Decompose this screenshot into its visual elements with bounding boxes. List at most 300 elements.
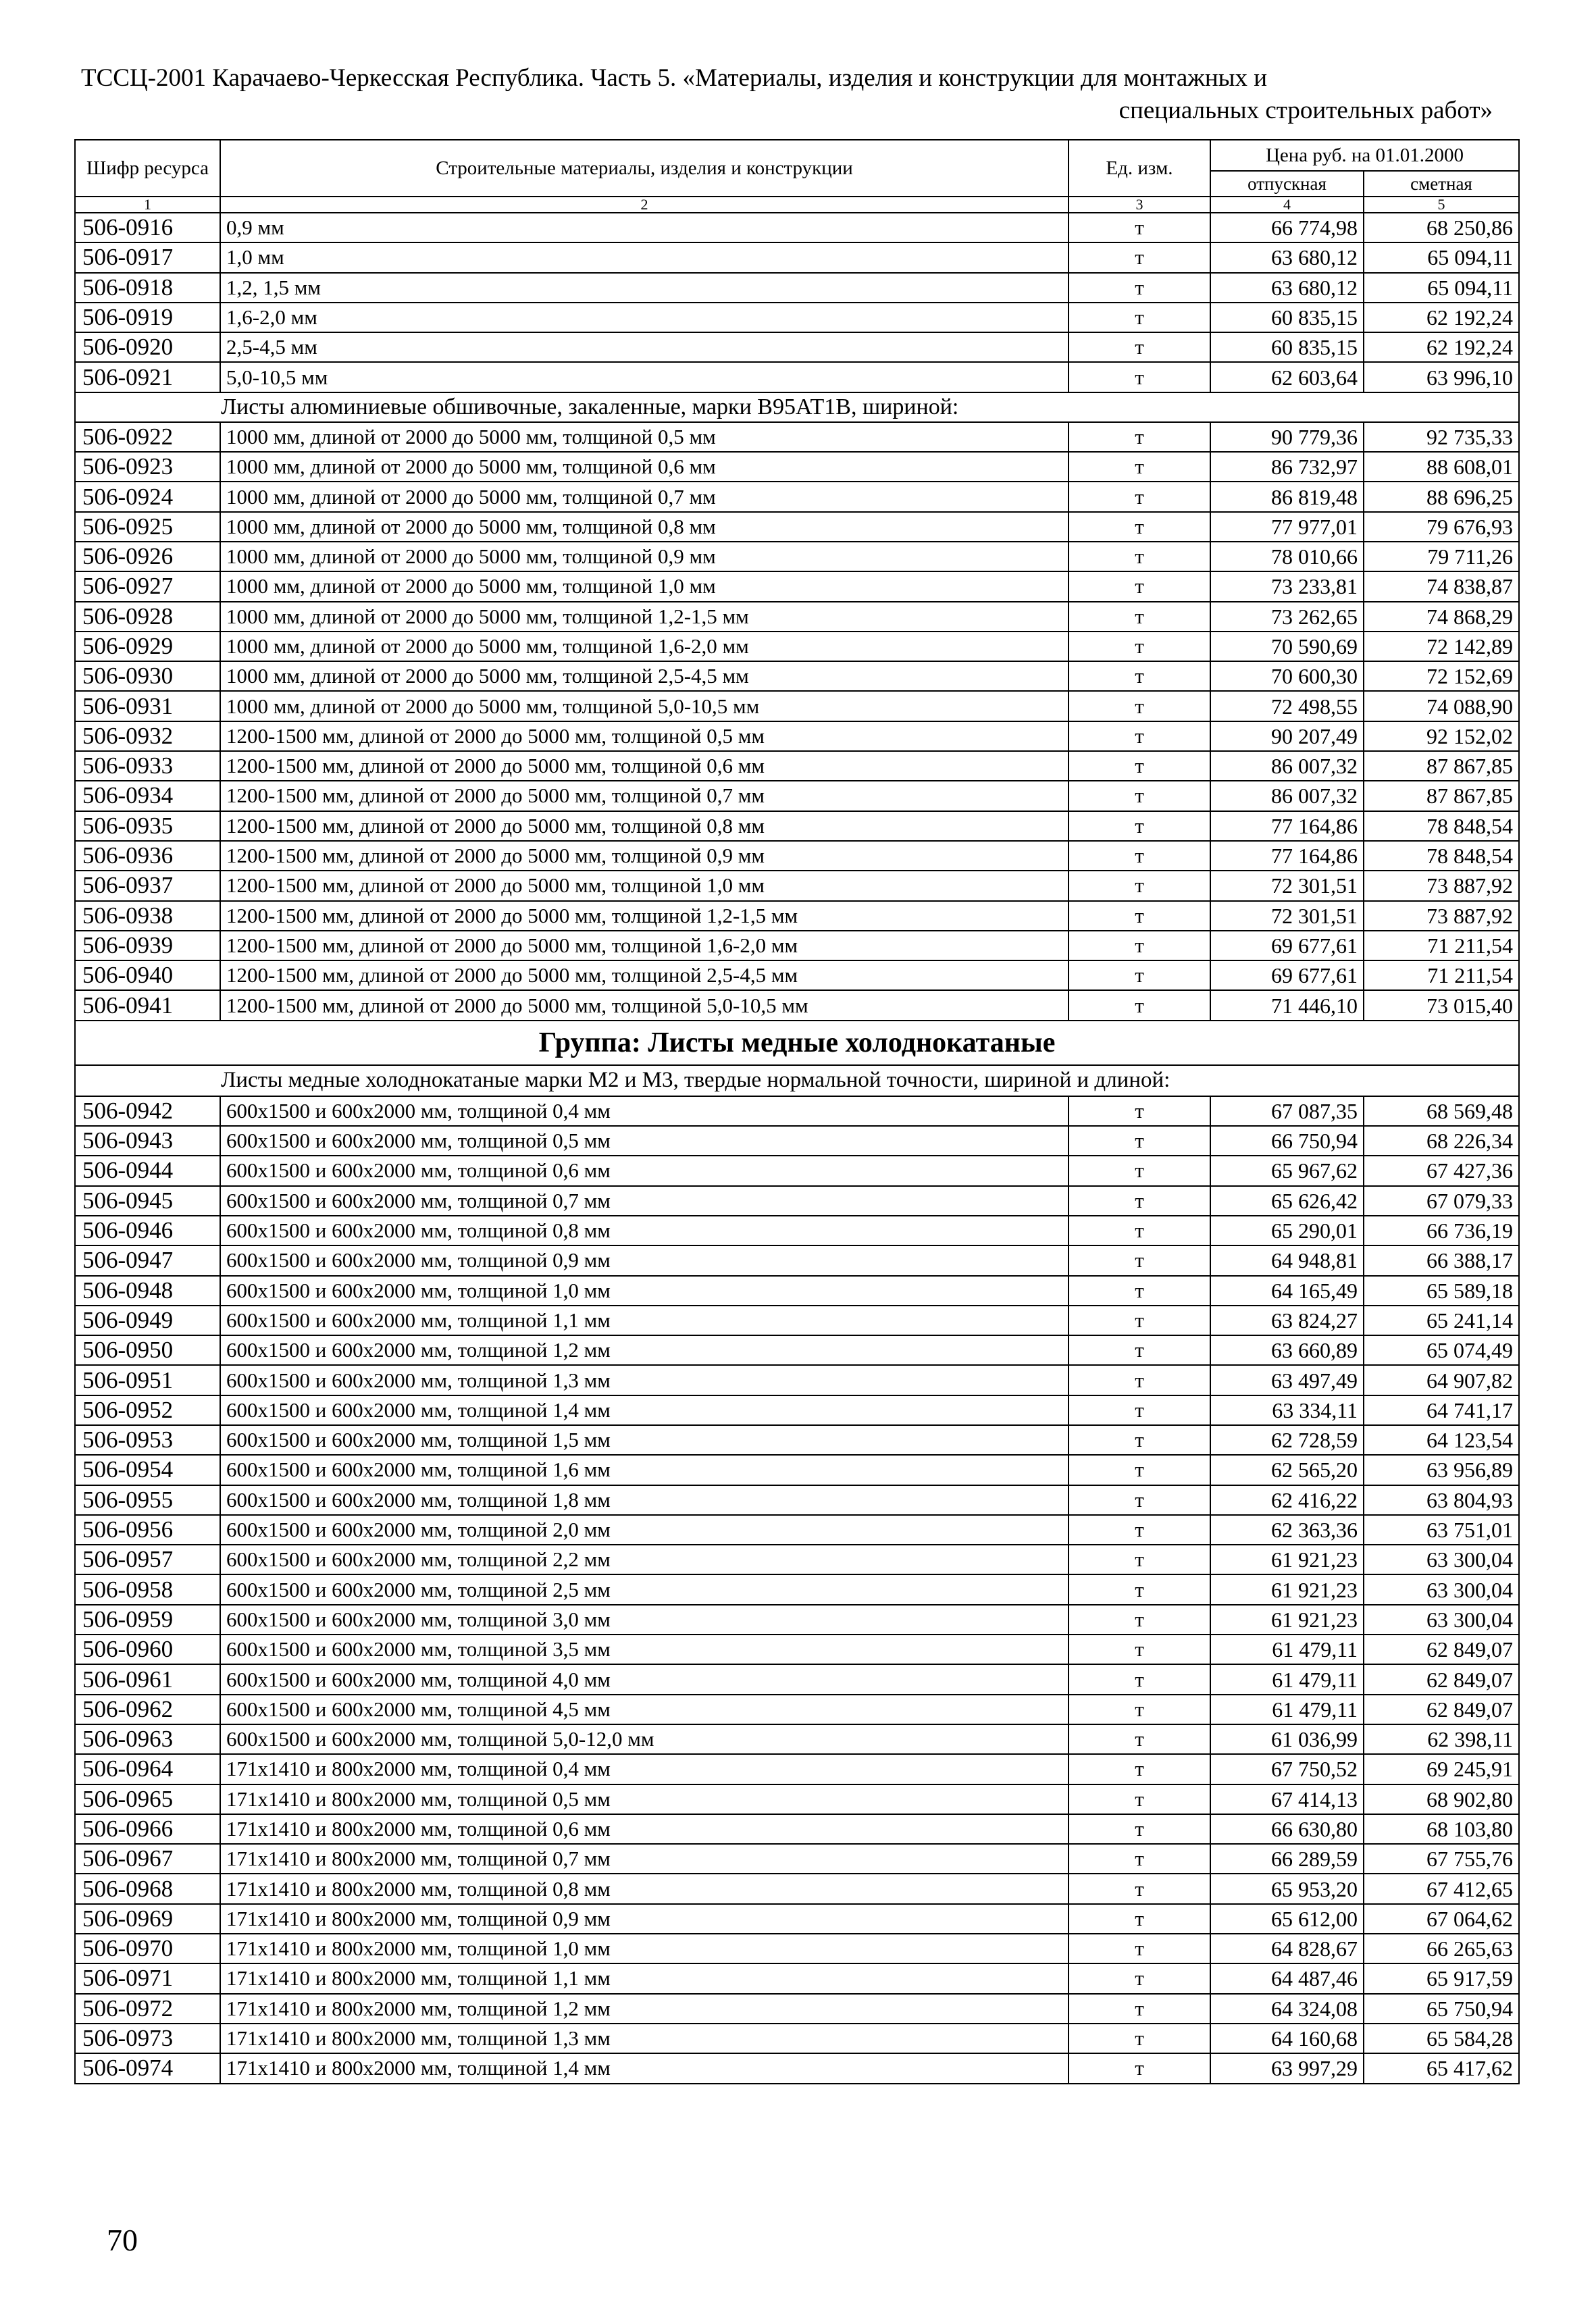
price-release: 60 835,15 [1210, 303, 1364, 332]
resource-code: 506-0921 [75, 362, 220, 392]
resource-code: 506-0934 [75, 781, 220, 811]
price-release: 62 416,22 [1210, 1485, 1364, 1515]
material-name: 600х1500 и 600х2000 мм, толщиной 3,5 мм [220, 1635, 1069, 1664]
price-estimate: 63 751,01 [1364, 1515, 1519, 1545]
unit-cell: т [1069, 303, 1210, 332]
resource-code: 506-0959 [75, 1605, 220, 1635]
price-estimate: 74 088,90 [1364, 691, 1519, 721]
price-estimate: 65 074,49 [1364, 1335, 1519, 1365]
price-release: 73 233,81 [1210, 571, 1364, 601]
price-release: 65 612,00 [1210, 1904, 1364, 1934]
table-row [75, 1784, 1519, 1814]
material-name: 5,0-10,5 мм [220, 362, 1069, 392]
price-estimate: 71 211,54 [1364, 960, 1519, 990]
price-estimate: 62 192,24 [1364, 303, 1519, 332]
price-release: 72 301,51 [1210, 901, 1364, 931]
price-release: 65 626,42 [1210, 1186, 1364, 1216]
table-row [75, 721, 1519, 751]
price-estimate: 65 589,18 [1364, 1276, 1519, 1306]
group-body [75, 1021, 1519, 1096]
resource-code: 506-0973 [75, 2024, 220, 2053]
col-header-price: Цена руб. на 01.01.2000 [1210, 140, 1519, 171]
price-estimate: 72 152,69 [1364, 661, 1519, 691]
price-release: 63 997,29 [1210, 2053, 1364, 2083]
unit-cell: т [1069, 1545, 1210, 1574]
col-header-name: Строительные материалы, изделия и конструкции [220, 140, 1069, 197]
material-name: 600х1500 и 600х2000 мм, толщиной 2,0 мм [220, 1515, 1069, 1545]
resource-code: 506-0925 [75, 512, 220, 542]
price-release: 73 262,65 [1210, 602, 1364, 632]
price-release: 64 160,68 [1210, 2024, 1364, 2053]
price-estimate: 63 300,04 [1364, 1605, 1519, 1635]
header-line-2: специальных строительных работ» [1118, 97, 1493, 124]
unit-cell: т [1069, 811, 1210, 841]
price-release: 64 828,67 [1210, 1934, 1364, 1963]
table-row [75, 931, 1519, 960]
price-estimate: 67 079,33 [1364, 1186, 1519, 1216]
resource-code: 506-0936 [75, 841, 220, 871]
unit-cell: т [1069, 2024, 1210, 2053]
table-row [75, 1724, 1519, 1754]
unit-cell: т [1069, 1754, 1210, 1784]
unit-cell: т [1069, 242, 1210, 272]
table-row [75, 1096, 1519, 1126]
unit-cell: т [1069, 871, 1210, 900]
price-release: 78 010,66 [1210, 542, 1364, 571]
table-row [75, 811, 1519, 841]
table-row [75, 1814, 1519, 1844]
resource-code: 506-0963 [75, 1724, 220, 1754]
unit-cell: т [1069, 1126, 1210, 1156]
price-release: 86 007,32 [1210, 751, 1364, 781]
material-name: 600х1500 и 600х2000 мм, толщиной 1,4 мм [220, 1395, 1069, 1425]
unit-cell: т [1069, 1904, 1210, 1934]
material-name: 1000 мм, длиной от 2000 до 5000 мм, толщиной 0,9 мм [220, 542, 1069, 571]
table-row [75, 571, 1519, 601]
price-estimate: 63 996,10 [1364, 362, 1519, 392]
unit-cell: т [1069, 960, 1210, 990]
material-name: 171х1410 и 800х2000 мм, толщиной 0,8 мм [220, 1874, 1069, 1903]
col-num: 3 [1069, 197, 1210, 213]
header-line-1: ТССЦ-2001 Карачаево-Черкесская Республика. Часть 5. «Материалы, изделия и конструкции для монтажных и [81, 64, 1268, 92]
price-estimate: 69 245,91 [1364, 1754, 1519, 1784]
unit-cell: т [1069, 1186, 1210, 1216]
unit-cell: т [1069, 1994, 1210, 2024]
price-release: 64 324,08 [1210, 1994, 1364, 2024]
unit-cell: т [1069, 1724, 1210, 1754]
section-1-body [75, 213, 1519, 392]
unit-cell: т [1069, 273, 1210, 303]
table-row [75, 213, 1519, 242]
material-name: 600х1500 и 600х2000 мм, толщиной 0,6 мм [220, 1156, 1069, 1185]
unit-cell: т [1069, 632, 1210, 661]
resource-code: 506-0944 [75, 1156, 220, 1185]
price-estimate: 65 094,11 [1364, 242, 1519, 272]
unit-cell: т [1069, 1934, 1210, 1963]
table-row [75, 1934, 1519, 1963]
material-name: 600х1500 и 600х2000 мм, толщиной 0,7 мм [220, 1186, 1069, 1216]
material-name: 600х1500 и 600х2000 мм, толщиной 0,5 мм [220, 1126, 1069, 1156]
resource-code: 506-0940 [75, 960, 220, 990]
resource-code: 506-0950 [75, 1335, 220, 1365]
table-row [75, 602, 1519, 632]
col-header-unit: Ед. изм. [1069, 140, 1210, 197]
table-row [75, 2053, 1519, 2083]
price-release: 63 660,89 [1210, 1335, 1364, 1365]
table-row [75, 960, 1519, 990]
unit-cell: т [1069, 571, 1210, 601]
price-estimate: 62 849,07 [1364, 1664, 1519, 1694]
unit-cell: т [1069, 901, 1210, 931]
resource-code: 506-0960 [75, 1635, 220, 1664]
price-release: 90 779,36 [1210, 422, 1364, 452]
unit-cell: т [1069, 1156, 1210, 1185]
resource-code: 506-0918 [75, 273, 220, 303]
unit-cell: т [1069, 1216, 1210, 1245]
price-release: 66 289,59 [1210, 1844, 1364, 1874]
resource-code: 506-0929 [75, 632, 220, 661]
material-name: 1200-1500 мм, длиной от 2000 до 5000 мм, толщиной 1,6-2,0 мм [220, 931, 1069, 960]
resource-code: 506-0933 [75, 751, 220, 781]
resource-code: 506-0951 [75, 1365, 220, 1395]
table-row [75, 273, 1519, 303]
table-row [75, 1874, 1519, 1903]
price-estimate: 67 412,65 [1364, 1874, 1519, 1903]
unit-cell: т [1069, 1335, 1210, 1365]
price-estimate: 64 907,82 [1364, 1365, 1519, 1395]
table-row [75, 1605, 1519, 1635]
material-name: 600х1500 и 600х2000 мм, толщиной 4,0 мм [220, 1664, 1069, 1694]
price-release: 72 498,55 [1210, 691, 1364, 721]
resource-code: 506-0953 [75, 1425, 220, 1455]
resource-code: 506-0920 [75, 332, 220, 362]
price-estimate: 66 736,19 [1364, 1216, 1519, 1245]
table-row [75, 362, 1519, 392]
price-estimate: 63 300,04 [1364, 1574, 1519, 1604]
table-row [75, 1306, 1519, 1335]
table-row [75, 1844, 1519, 1874]
unit-cell: т [1069, 1306, 1210, 1335]
price-release: 63 680,12 [1210, 273, 1364, 303]
price-release: 66 774,98 [1210, 213, 1364, 242]
material-name: 600х1500 и 600х2000 мм, толщиной 1,8 мм [220, 1485, 1069, 1515]
material-name: 1200-1500 мм, длиной от 2000 до 5000 мм, толщиной 1,0 мм [220, 871, 1069, 900]
price-release: 65 967,62 [1210, 1156, 1364, 1185]
price-estimate: 65 917,59 [1364, 1963, 1519, 1993]
price-release: 77 164,86 [1210, 811, 1364, 841]
price-estimate: 67 064,62 [1364, 1904, 1519, 1934]
material-name: 600х1500 и 600х2000 мм, толщиной 1,2 мм [220, 1335, 1069, 1365]
table-row [75, 1485, 1519, 1515]
resource-code: 506-0916 [75, 213, 220, 242]
table-row [75, 632, 1519, 661]
unit-cell: т [1069, 691, 1210, 721]
price-estimate: 66 388,17 [1364, 1245, 1519, 1275]
material-name: 1000 мм, длиной от 2000 до 5000 мм, толщиной 1,6-2,0 мм [220, 632, 1069, 661]
resource-code: 506-0932 [75, 721, 220, 751]
resource-code: 506-0961 [75, 1664, 220, 1694]
price-release: 66 630,80 [1210, 1814, 1364, 1844]
price-estimate: 63 956,89 [1364, 1455, 1519, 1485]
material-name: 1000 мм, длиной от 2000 до 5000 мм, толщиной 0,8 мм [220, 512, 1069, 542]
resource-code: 506-0949 [75, 1306, 220, 1335]
unit-cell: т [1069, 1635, 1210, 1664]
material-name: 171х1410 и 800х2000 мм, толщиной 0,5 мм [220, 1784, 1069, 1814]
page-header [81, 62, 1493, 127]
material-name: 600х1500 и 600х2000 мм, толщиной 3,0 мм [220, 1605, 1069, 1635]
price-estimate: 68 103,80 [1364, 1814, 1519, 1844]
unit-cell: т [1069, 2053, 1210, 2083]
unit-cell: т [1069, 721, 1210, 751]
price-estimate: 62 849,07 [1364, 1635, 1519, 1664]
material-name: 600х1500 и 600х2000 мм, толщиной 0,8 мм [220, 1216, 1069, 1245]
table-row [75, 751, 1519, 781]
resource-code: 506-0952 [75, 1395, 220, 1425]
table-row [75, 1635, 1519, 1664]
price-estimate: 78 848,54 [1364, 811, 1519, 841]
price-estimate: 64 741,17 [1364, 1395, 1519, 1425]
table-row [75, 422, 1519, 452]
resource-code: 506-0917 [75, 242, 220, 272]
unit-cell: т [1069, 1485, 1210, 1515]
table-row [75, 1695, 1519, 1724]
resource-code: 506-0954 [75, 1455, 220, 1485]
table-row [75, 512, 1519, 542]
price-estimate: 68 250,86 [1364, 213, 1519, 242]
price-release: 67 087,35 [1210, 1096, 1364, 1126]
page-number: 70 [107, 2223, 138, 2257]
col-header-code: Шифр ресурса [75, 140, 220, 197]
column-number-row [75, 197, 1519, 213]
price-release: 64 487,46 [1210, 1963, 1364, 1993]
table-row [75, 1515, 1519, 1545]
unit-cell: т [1069, 1365, 1210, 1395]
col-num: 5 [1364, 197, 1519, 213]
resource-code: 506-0964 [75, 1754, 220, 1784]
unit-cell: т [1069, 512, 1210, 542]
resource-code: 506-0941 [75, 990, 220, 1020]
table-row [75, 1904, 1519, 1934]
unit-cell: т [1069, 1455, 1210, 1485]
price-estimate: 71 211,54 [1364, 931, 1519, 960]
unit-cell: т [1069, 1844, 1210, 1874]
resource-code: 506-0966 [75, 1814, 220, 1844]
price-estimate: 64 123,54 [1364, 1425, 1519, 1455]
material-name: 171х1410 и 800х2000 мм, толщиной 1,1 мм [220, 1963, 1069, 1993]
price-release: 61 479,11 [1210, 1695, 1364, 1724]
price-estimate: 72 142,89 [1364, 632, 1519, 661]
material-name: 1200-1500 мм, длиной от 2000 до 5000 мм, толщиной 0,7 мм [220, 781, 1069, 811]
unit-cell: т [1069, 751, 1210, 781]
material-name: 600х1500 и 600х2000 мм, толщиной 0,9 мм [220, 1245, 1069, 1275]
material-name: 600х1500 и 600х2000 мм, толщиной 1,5 мм [220, 1425, 1069, 1455]
material-name: 600х1500 и 600х2000 мм, толщиной 5,0-12,0 мм [220, 1724, 1069, 1754]
col-num: 1 [75, 197, 220, 213]
price-estimate: 62 849,07 [1364, 1695, 1519, 1724]
unit-cell: т [1069, 661, 1210, 691]
resource-code: 506-0969 [75, 1904, 220, 1934]
price-estimate: 73 015,40 [1364, 990, 1519, 1020]
unit-cell: т [1069, 422, 1210, 452]
subhead-1-body [75, 392, 1519, 422]
material-name: 171х1410 и 800х2000 мм, толщиной 1,3 мм [220, 2024, 1069, 2053]
price-release: 62 728,59 [1210, 1425, 1364, 1455]
resource-code: 506-0922 [75, 422, 220, 452]
price-release: 67 750,52 [1210, 1754, 1364, 1784]
table-row [75, 1365, 1519, 1395]
price-release: 65 953,20 [1210, 1874, 1364, 1903]
resource-code: 506-0971 [75, 1963, 220, 1993]
price-release: 86 819,48 [1210, 482, 1364, 511]
resource-code: 506-0957 [75, 1545, 220, 1574]
resource-code: 506-0967 [75, 1844, 220, 1874]
material-name: 171х1410 и 800х2000 мм, толщиной 0,9 мм [220, 1904, 1069, 1934]
resource-code: 506-0970 [75, 1934, 220, 1963]
table-row [75, 661, 1519, 691]
price-release: 63 824,27 [1210, 1306, 1364, 1335]
material-name: 1000 мм, длиной от 2000 до 5000 мм, толщиной 1,0 мм [220, 571, 1069, 601]
subheading-row [75, 392, 1519, 422]
material-name: 1,2, 1,5 мм [220, 273, 1069, 303]
price-estimate: 78 848,54 [1364, 841, 1519, 871]
unit-cell: т [1069, 1515, 1210, 1545]
price-estimate: 65 750,94 [1364, 1994, 1519, 2024]
material-name: 171х1410 и 800х2000 мм, толщиной 1,4 мм [220, 2053, 1069, 2083]
material-name: 0,9 мм [220, 213, 1069, 242]
resource-code: 506-0955 [75, 1485, 220, 1515]
table-row [75, 990, 1519, 1020]
group-row [75, 1021, 1519, 1065]
unit-cell: т [1069, 213, 1210, 242]
price-estimate: 88 696,25 [1364, 482, 1519, 511]
unit-cell: т [1069, 602, 1210, 632]
material-name: 1000 мм, длиной от 2000 до 5000 мм, толщиной 2,5-4,5 мм [220, 661, 1069, 691]
price-estimate: 74 868,29 [1364, 602, 1519, 632]
resource-code: 506-0946 [75, 1216, 220, 1245]
resource-code: 506-0930 [75, 661, 220, 691]
table-row [75, 1425, 1519, 1455]
price-estimate: 79 676,93 [1364, 512, 1519, 542]
price-release: 64 165,49 [1210, 1276, 1364, 1306]
material-name: 600х1500 и 600х2000 мм, толщиной 1,6 мм [220, 1455, 1069, 1485]
unit-cell: т [1069, 931, 1210, 960]
price-estimate: 68 226,34 [1364, 1126, 1519, 1156]
resource-code: 506-0962 [75, 1695, 220, 1724]
table-row [75, 2024, 1519, 2053]
col-num: 2 [220, 197, 1069, 213]
unit-cell: т [1069, 1395, 1210, 1425]
table-row [75, 1216, 1519, 1245]
table-row [75, 1455, 1519, 1485]
price-release: 69 677,61 [1210, 960, 1364, 990]
resource-code: 506-0965 [75, 1784, 220, 1814]
material-name: 1000 мм, длиной от 2000 до 5000 мм, толщиной 0,7 мм [220, 482, 1069, 511]
unit-cell: т [1069, 1605, 1210, 1635]
unit-cell: т [1069, 1664, 1210, 1694]
subheading-copper: Листы медные холоднокатаные марки М2 и М3, твердые нормальной точности, шириной и длиной: [75, 1065, 1519, 1096]
price-estimate: 87 867,85 [1364, 751, 1519, 781]
price-estimate: 79 711,26 [1364, 542, 1519, 571]
price-estimate: 92 152,02 [1364, 721, 1519, 751]
material-name: 1200-1500 мм, длиной от 2000 до 5000 мм, толщиной 0,8 мм [220, 811, 1069, 841]
price-estimate: 65 417,62 [1364, 2053, 1519, 2083]
resource-code: 506-0926 [75, 542, 220, 571]
table-row [75, 901, 1519, 931]
price-estimate: 63 804,93 [1364, 1485, 1519, 1515]
table-row [75, 1994, 1519, 2024]
resource-code: 506-0968 [75, 1874, 220, 1903]
price-estimate: 73 887,92 [1364, 871, 1519, 900]
unit-cell: т [1069, 1096, 1210, 1126]
price-estimate: 62 398,11 [1364, 1724, 1519, 1754]
subheading-aluminium: Листы алюминиевые обшивочные, закаленные, марки В95АТ1В, шириной: [75, 392, 1519, 422]
material-name: 1,0 мм [220, 242, 1069, 272]
table-row [75, 1245, 1519, 1275]
table-row [75, 482, 1519, 511]
table-row [75, 1545, 1519, 1574]
price-release: 70 590,69 [1210, 632, 1364, 661]
table-row [75, 452, 1519, 482]
material-name: 600х1500 и 600х2000 мм, толщиной 4,5 мм [220, 1695, 1069, 1724]
resource-code: 506-0974 [75, 2053, 220, 2083]
table-row [75, 871, 1519, 900]
price-release: 72 301,51 [1210, 871, 1364, 900]
resource-code: 506-0931 [75, 691, 220, 721]
resource-code: 506-0928 [75, 602, 220, 632]
resource-code: 506-0937 [75, 871, 220, 900]
price-estimate: 92 735,33 [1364, 422, 1519, 452]
price-release: 61 479,11 [1210, 1635, 1364, 1664]
material-name: 1200-1500 мм, длиной от 2000 до 5000 мм, толщиной 2,5-4,5 мм [220, 960, 1069, 990]
price-estimate: 63 300,04 [1364, 1545, 1519, 1574]
unit-cell: т [1069, 452, 1210, 482]
price-estimate: 65 584,28 [1364, 2024, 1519, 2053]
material-name: 1000 мм, длиной от 2000 до 5000 мм, толщиной 0,6 мм [220, 452, 1069, 482]
price-estimate: 87 867,85 [1364, 781, 1519, 811]
price-release: 61 479,11 [1210, 1664, 1364, 1694]
resource-code: 506-0945 [75, 1186, 220, 1216]
table-row [75, 1156, 1519, 1185]
price-release: 66 750,94 [1210, 1126, 1364, 1156]
unit-cell: т [1069, 1425, 1210, 1455]
table-row [75, 1754, 1519, 1784]
unit-cell: т [1069, 1963, 1210, 1993]
material-name: 171х1410 и 800х2000 мм, толщиной 0,4 мм [220, 1754, 1069, 1784]
material-name: 600х1500 и 600х2000 мм, толщиной 1,3 мм [220, 1365, 1069, 1395]
price-release: 63 497,49 [1210, 1365, 1364, 1395]
price-estimate: 88 608,01 [1364, 452, 1519, 482]
table-row [75, 1186, 1519, 1216]
material-name: 1200-1500 мм, длиной от 2000 до 5000 мм, толщиной 0,5 мм [220, 721, 1069, 751]
resource-code: 506-0935 [75, 811, 220, 841]
price-release: 90 207,49 [1210, 721, 1364, 751]
material-name: 1000 мм, длиной от 2000 до 5000 мм, толщиной 5,0-10,5 мм [220, 691, 1069, 721]
price-release: 65 290,01 [1210, 1216, 1364, 1245]
price-release: 62 603,64 [1210, 362, 1364, 392]
resource-code: 506-0958 [75, 1574, 220, 1604]
material-name: 1000 мм, длиной от 2000 до 5000 мм, толщиной 0,5 мм [220, 422, 1069, 452]
unit-cell: т [1069, 781, 1210, 811]
resource-code: 506-0943 [75, 1126, 220, 1156]
material-name: 600х1500 и 600х2000 мм, толщиной 2,2 мм [220, 1545, 1069, 1574]
table-row [75, 303, 1519, 332]
material-name: 600х1500 и 600х2000 мм, толщиной 1,0 мм [220, 1276, 1069, 1306]
price-estimate: 73 887,92 [1364, 901, 1519, 931]
unit-cell: т [1069, 990, 1210, 1020]
unit-cell: т [1069, 1874, 1210, 1903]
price-estimate: 68 902,80 [1364, 1784, 1519, 1814]
col-header-price-estimate: сметная [1364, 171, 1519, 197]
